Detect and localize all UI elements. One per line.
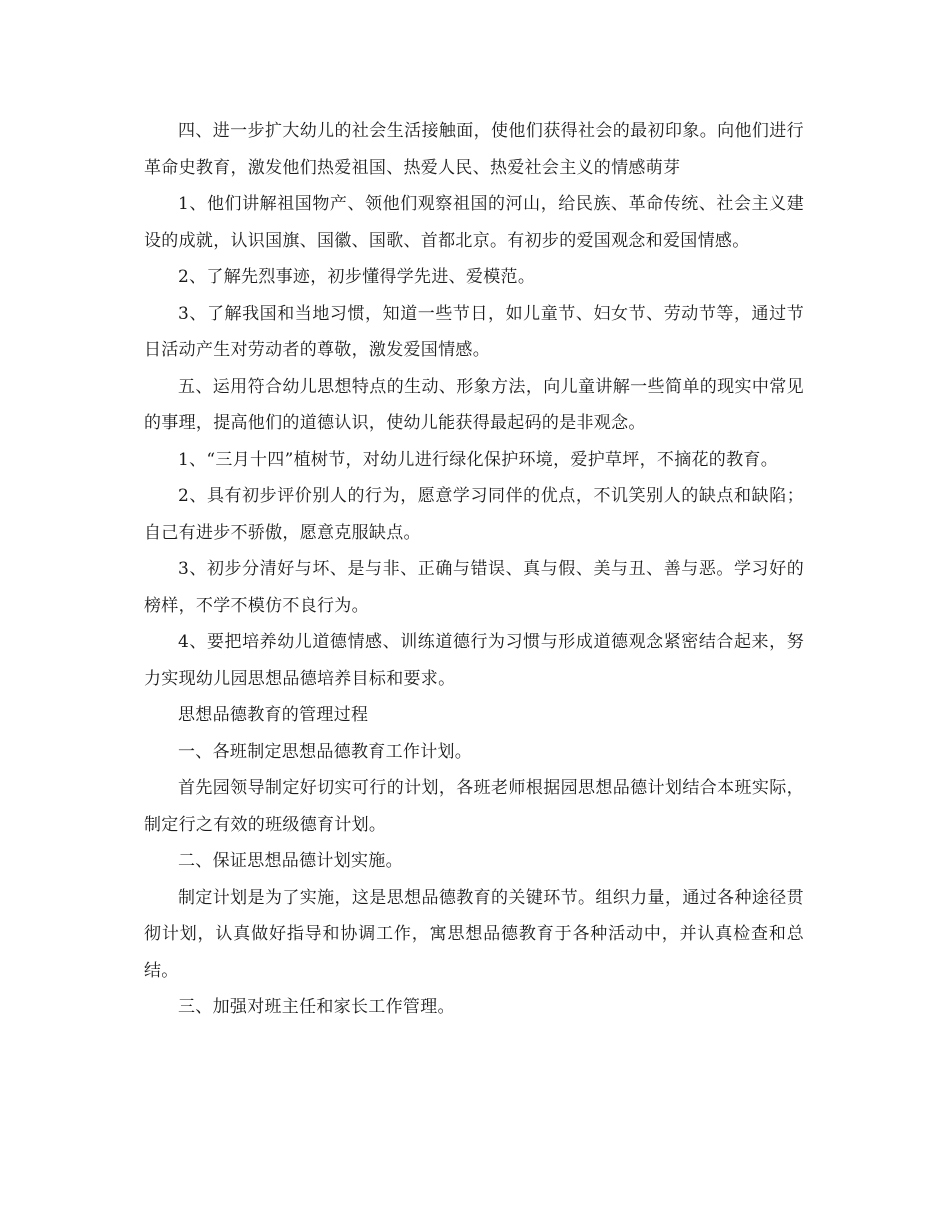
section-heading-management: 思想品德教育的管理过程 xyxy=(178,705,369,725)
paragraph-item-4-moral-goals: 4、要把培养幼儿道德情感、训练道德行为习惯与形成道德观念紧密结合起来，努力实现幼儿园思想品德培养目标和要求。 xyxy=(144,632,804,689)
paragraph-item-3-right-wrong: 3、初步分清好与坏、是与非、正确与错误、真与假、美与丑、善与恶。学习好的榜样，不学不模仿不良行为。 xyxy=(144,559,804,616)
paragraph-step-two-detail: 制定计划是为了实施，这是思想品德教育的关键环节。组织力量，通过各种途径贯彻计划，认真做好指导和协调工作，寓思想品德教育于各种活动中，并认真检查和总结。 xyxy=(144,887,804,981)
paragraph-item-3-festivals: 3、了解我国和当地习惯，知道一些节日，如儿童节、妇女节、劳动节等，通过节日活动产生对劳动者的尊敬，激发爱国情感。 xyxy=(144,303,804,360)
paragraph-section-five: 五、运用符合幼儿思想特点的生动、形象方法，向儿童讲解一些简单的现实中常见的事理，提高他们的道德认识，使幼儿能获得最起码的是非观念。 xyxy=(144,376,804,433)
paragraph-item-1-patriotism: 1、他们讲解祖国物产、领他们观察祖国的河山，给民族、革命传统、社会主义建设的成就，认识国旗、国徽、国歌、首都北京。有初步的爱国观念和爱国情感。 xyxy=(144,194,804,251)
paragraph-step-three: 三、加强对班主任和家长工作管理。 xyxy=(178,997,455,1017)
paragraph-step-one: 一、各班制定思想品德教育工作计划。 xyxy=(178,741,473,762)
document-body xyxy=(144,113,804,1026)
paragraph-step-one-detail: 首先园领导制定好切实可行的计划，各班老师根据园思想品德计划结合本班实际，制定行之有效的班级德育计划。 xyxy=(144,778,804,835)
paragraph-section-four: 四、进一步扩大幼儿的社会生活接触面，使他们获得社会的最初印象。向他们进行革命史教育，激发他们热爱祖国、热爱人民、热爱社会主义的情感萌芽 xyxy=(144,121,804,178)
paragraph-item-2-evaluation: 2、具有初步评价别人的行为，愿意学习同伴的优点，不讥笑别人的缺点和缺陷；自己有进步不骄傲，愿意克服缺点。 xyxy=(144,486,804,543)
paragraph-item-2-martyrs: 2、了解先烈事迹，初步懂得学先进、爱模范。 xyxy=(178,267,536,287)
paragraph-step-two: 二、保证思想品德计划实施。 xyxy=(178,851,403,871)
paragraph-item-1-arbor-day: 1、“三月十四”植树节，对幼儿进行绿化保护环境，爱护草坪，不摘花的教育。 xyxy=(178,449,778,470)
